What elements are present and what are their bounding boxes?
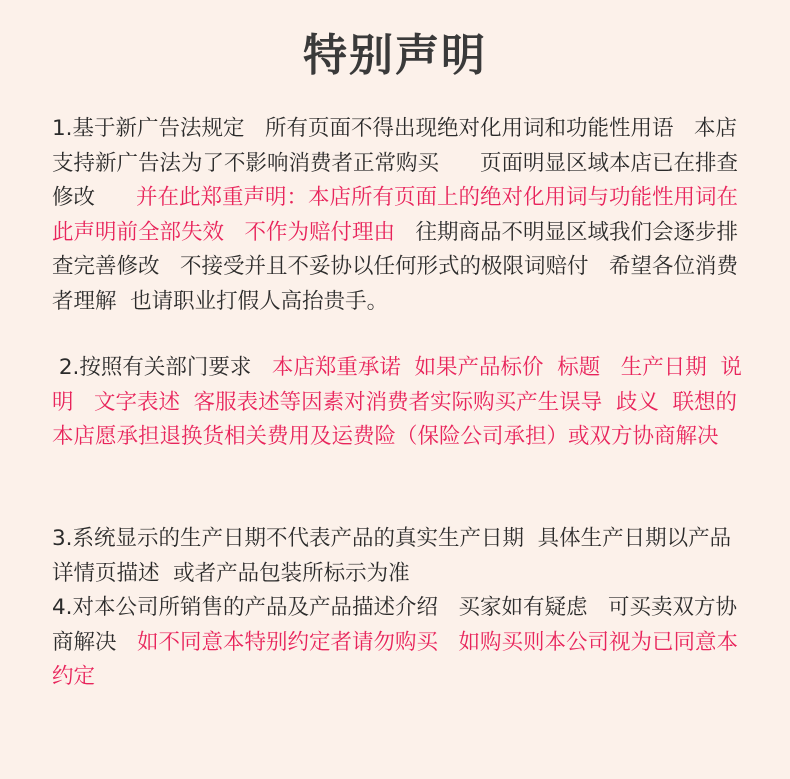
paragraph-2-text: 2.按照有关部门要求 — [52, 355, 272, 380]
paragraph-1-text: 1.基于新广告法规定 所有页面不得出现绝对化用词和功能性用语 本店支持新广告法为了不影响消费者正常购买 页面明显区域本店已在排查修改 — [52, 116, 739, 210]
paragraph-1-text-continued: 往期商品不明显区域我们会逐步排查完善修改 不接受并且不妥协以任何形式的极限词赔付 希望各位消费者理解 也请职业打假人高抬贵手。 — [52, 219, 739, 314]
paragraph-2-highlight: 本店郑重承诺 如果产品标价 标题 生产日期 说明 文字表述 客服表述等因素对消费者实际购买产生误导 歧义 联想的本店愿承担退换货相关费用及运费险（保险公司承担）或双方协商解决 — [52, 355, 742, 449]
paragraph-4-text: 4.对本公司所销售的产品及产品描述介绍 买家如有疑虑 可买卖双方协商解决 — [52, 595, 738, 655]
paragraph-1-highlight: 并在此郑重声明：本店所有页面上的绝对化用词与功能性用词在此声明前全部失效 不作为赔付理由 — [52, 185, 739, 245]
statement-paragraph-3-4 — [52, 522, 742, 695]
paragraph-3-text: 3.系统显示的生产日期不代表产品的真实生产日期 具体生产日期以产品详情页描述 或者产品包装所标示为准 — [52, 526, 732, 586]
page-title: 特别声明 — [303, 30, 487, 81]
statement-paragraph-2 — [52, 351, 742, 455]
paragraph-4-highlight: 如不同意本特别约定者请勿购买 如购买则本公司视为已同意本约定 — [52, 629, 739, 689]
statement-paragraph-1 — [52, 112, 742, 319]
